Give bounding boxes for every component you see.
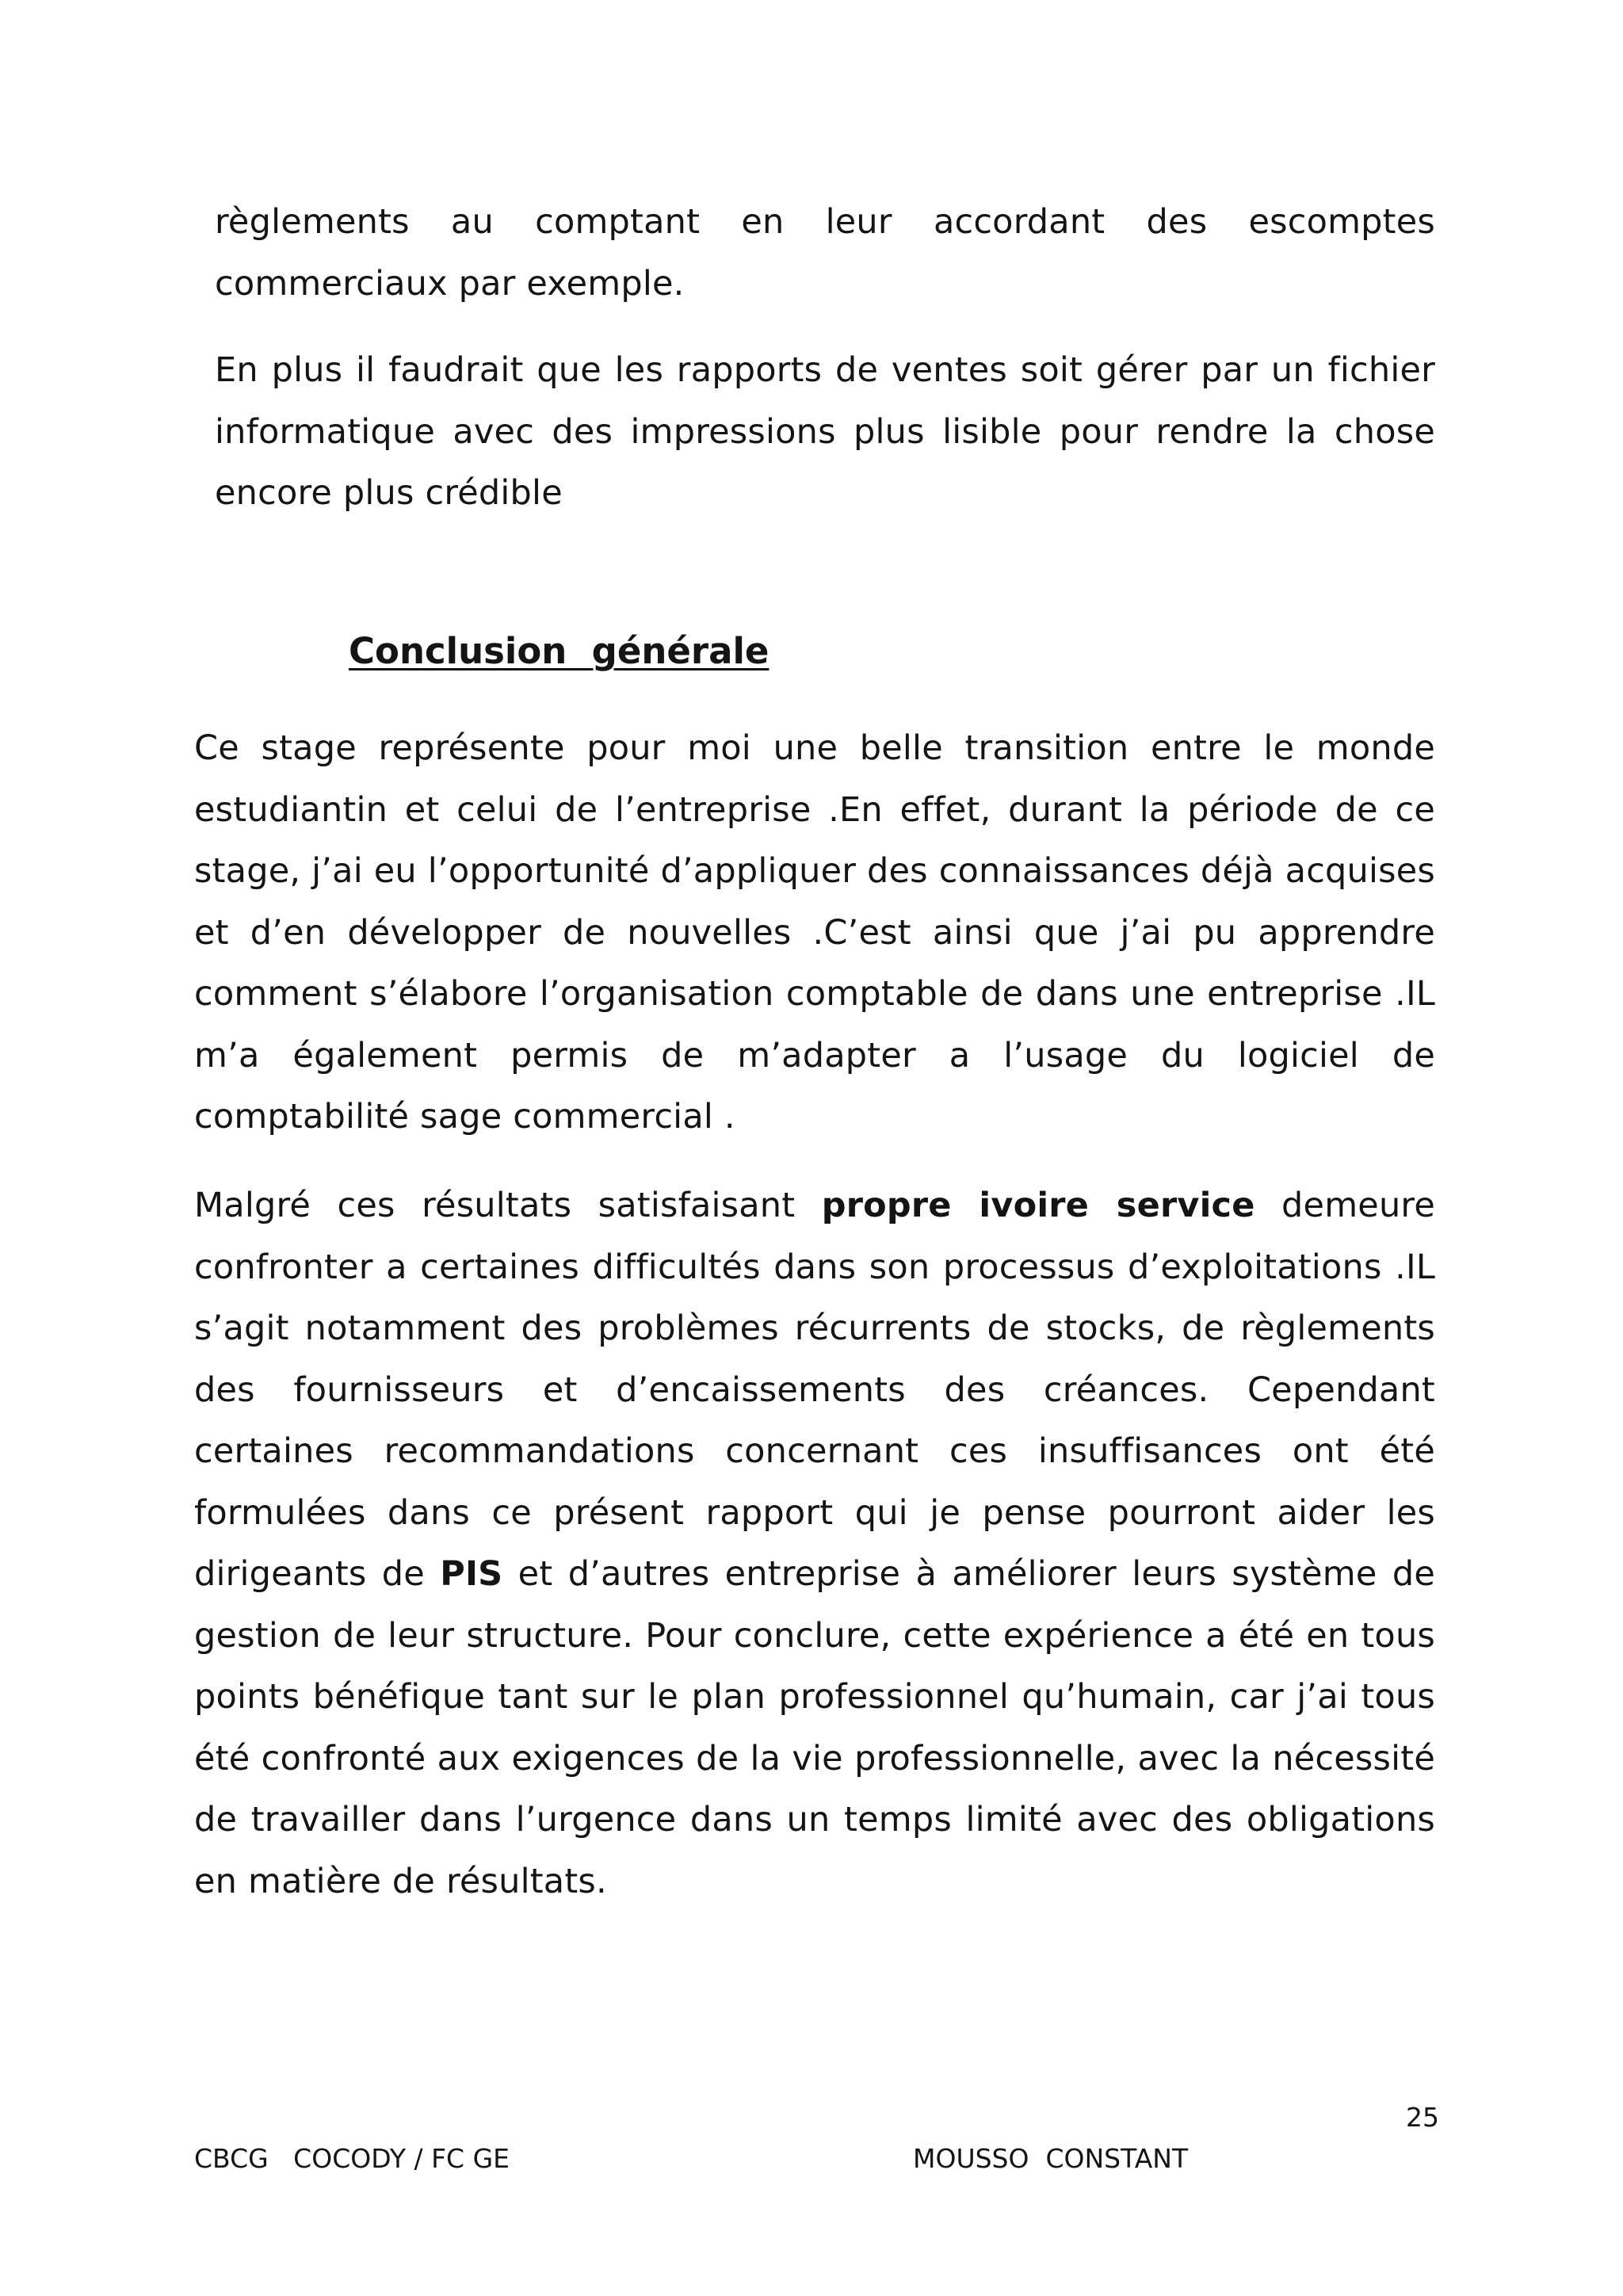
footer-institution: CBCG COCODY / FC GE	[194, 2143, 510, 2174]
page-number: 25	[1406, 2102, 1439, 2133]
conclusion-paragraph-2-part-2: demeure confronter a certaines difficultés dans son processus d’exploitations .IL s’agit notamment des problèmes récurrents de stocks, de règlements des fournisseurs et d’encaissements des créances. Cependant certaines recommandations concernant ces insuffisances ont été formulées dans ce présent rapport qui je pense pourront aider les dirigeants de	[194, 1186, 1435, 1594]
footer-author: MOUSSO CONSTANT	[913, 2143, 1189, 2174]
intro-paragraph-2: En plus il faudrait que les rapports de ventes soit gérer par un fichier informatique avec des impressions plus lisible pour rendre la chose encore plus crédible	[215, 350, 1435, 513]
conclusion-paragraph-1: Ce stage représente pour moi une belle transition entre le monde estudiantin et celui de l’entreprise .En effet, durant la période de ce stage, j’ai eu l’opportunité d’appliquer des connaissances déjà acquises et d’en développer de nouvelles .C’est ainsi que j’ai pu apprendre comment s’élabore l’organisation comptable de dans une entreprise .IL m’a également permis de m’adapter a l’usage du logiciel de comptabilité sage commercial .	[194, 728, 1435, 1137]
conclusion-heading: Conclusion générale	[349, 630, 769, 672]
conclusion-paragraph-2-part-3: et d’autres entreprise à améliorer leurs système de gestion de leur structure. Pour conclure, cette expérience a été en tous points bénéfique tant sur le plan professionnel qu’humain, car j’ai tous été confronté aux exigences de la vie professionnelle, avec la nécessité de travailler dans l’urgence dans un temps limité avec des obligations en matière de résultats.	[194, 1554, 1436, 1901]
company-abbreviation: PIS	[440, 1554, 503, 1594]
conclusion-paragraph-2	[194, 1175, 1435, 1912]
conclusion-paragraph-2-part-1: Malgré ces résultats satisfaisant	[194, 1186, 822, 1225]
company-name: propre ivoire service	[821, 1186, 1255, 1225]
intro-paragraph-1: règlements au comptant en leur accordant des escomptes commerciaux par exemple.	[215, 202, 1435, 304]
